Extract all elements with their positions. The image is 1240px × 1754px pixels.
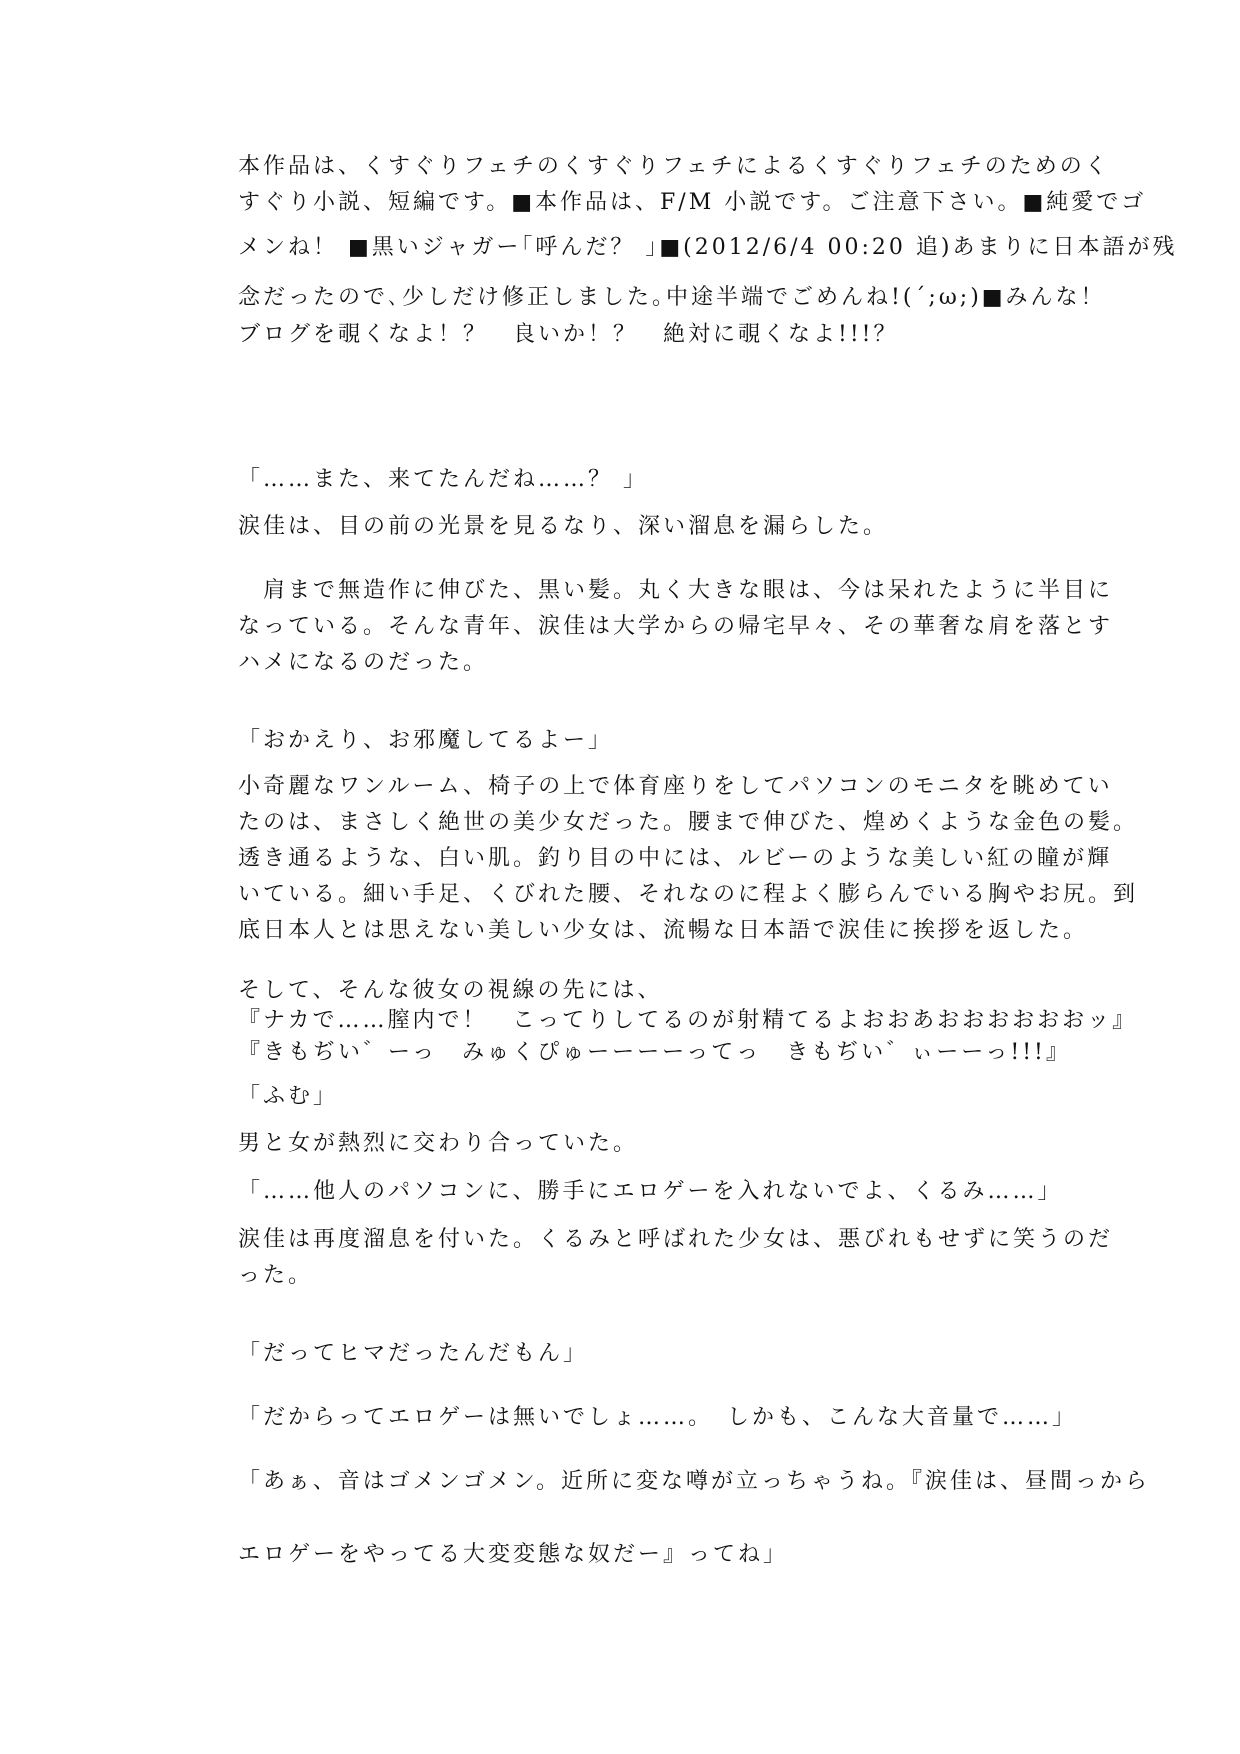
text-line: った。 (238, 1263, 314, 1288)
text-line: 「だってヒマだったんだもん」 (238, 1341, 589, 1366)
text-line: 「……また、来てたんだね……？ 」 (238, 467, 648, 492)
text-line: いている。細い手足、くびれた腰、それなのに程よく膨らんでいる胸やお尻。到 (238, 882, 1139, 907)
text-line: そして、そんな彼女の視線の先には、 (238, 978, 663, 1003)
text-line: 透き通るような、白い肌。釣り目の中には、ルビーのような美しい紅の瞳が輝 (238, 846, 1113, 871)
text-line: 涙佳は再度溜息を付いた。くるみと呼ばれた少女は、悪びれもせずに笑うのだ (238, 1227, 1114, 1252)
text-line: なっている。そんな青年、涙佳は大学からの帰宅早々、その華奢な肩を落とす (238, 614, 1114, 639)
text-line: ブログを覗くなよ！？ 良いか！？ 絶対に覗くなよ!!!？ (238, 322, 899, 347)
text-line: 「おかえり、お邪魔してるよー」 (238, 728, 614, 753)
text-line: 男と女が熱烈に交わり合っていた。 (238, 1131, 639, 1156)
text-line: メンね！ ■黒いジャガー｢呼んだ？ ｣■(2012/6/4 00:20 追)あまりに日本語が残 (238, 235, 1178, 260)
text-line: 底日本人とは思えない美しい少女は、流暢な日本語で涙佳に挨拶を返した。 (238, 918, 1089, 943)
text-line: 涙佳は、目の前の光景を見るなり、深い溜息を漏らした。 (238, 514, 889, 539)
text-line: 小奇麗なワンルーム、椅子の上で体育座りをしてパソコンのモニタを眺めてい (238, 774, 1113, 799)
text-line: 「だからってエロゲーは無いでしょ……。 しかも、こんな大音量で……」 (238, 1405, 1078, 1430)
text-line: たのは、まさしく絶世の美少女だった。腰まで伸びた、煌めくような金色の髪。 (238, 810, 1139, 835)
text-line: 「あぁ、音はゴメンゴメン。近所に変な噂が立っちゃうね。『涙佳は、昼間っから (238, 1469, 1151, 1494)
text-line: 念だったので､少しだけ修正しました｡中途半端でごめんね!(´;ω;)■みんな！ (238, 285, 1106, 310)
text-line: 本作品は、くすぐりフェチのくすぐりフェチによるくすぐりフェチのためのく (238, 154, 1110, 179)
text-line: エロゲーをやってる大変変態な奴だー』ってね」 (238, 1542, 789, 1567)
text-line: 『ナカで……膣内で！ こってりしてるのが射精てるよおおあおおおおおおッ』 (238, 1008, 1138, 1033)
text-line: 「ふむ」 (238, 1084, 339, 1109)
text-line: 「……他人のパソコンに、勝手にエロゲーを入れないでよ、くるみ……」 (238, 1179, 1063, 1204)
text-line: ハメになるのだった。 (238, 650, 489, 675)
text-line: 『きもぢい゛ーっ みゅくぴゅーーーーってっ きもぢい゛ぃーーっ!!!』 (238, 1040, 1071, 1065)
text-line: すぐり小説、短編です。■本作品は、F/M 小説です。ご注意下さい。■純愛でゴ (238, 190, 1147, 215)
text-line: 肩まで無造作に伸びた、黒い髪。丸く大きな眼は、今は呆れたように半目に (238, 578, 1114, 603)
